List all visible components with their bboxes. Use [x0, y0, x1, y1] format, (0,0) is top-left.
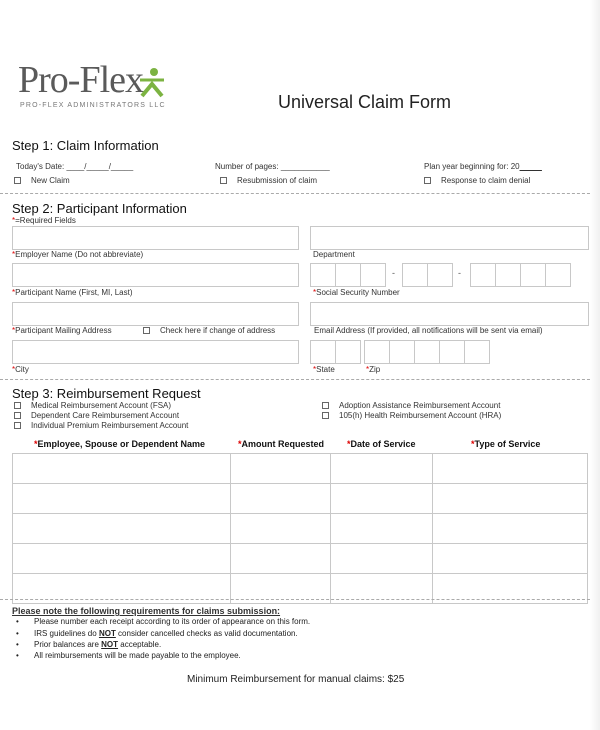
step3-heading: Step 3: Reimbursement Request [12, 386, 201, 401]
zip-digit-box[interactable] [390, 340, 415, 364]
table-cell[interactable] [331, 484, 433, 514]
ssn-part2-input[interactable] [402, 263, 453, 287]
zip-digit-box[interactable] [415, 340, 440, 364]
participant-name-text: Participant Name (First, MI, Last) [15, 288, 133, 297]
section-divider [0, 193, 600, 194]
required-asterisk: * [313, 365, 317, 374]
table-cell[interactable] [230, 454, 331, 484]
table-cell[interactable] [13, 544, 231, 574]
requirement-text: Prior balances are [34, 640, 102, 649]
table-cell[interactable] [433, 454, 588, 484]
column-header-date [347, 439, 416, 449]
resubmission-option[interactable] [220, 176, 317, 185]
required-fields-note [12, 216, 76, 225]
city-label [12, 365, 29, 374]
premium-label: Individual Premium Reimbursement Account [31, 421, 189, 430]
required-asterisk: * [12, 365, 16, 374]
number-of-pages-field[interactable]: Number of pages: ___________ [215, 162, 330, 171]
fsa-label: Medical Reimbursement Account (FSA) [31, 401, 172, 410]
required-asterisk: * [12, 288, 16, 297]
claim-denial-option[interactable] [424, 176, 530, 185]
step1-heading: Step 1: Claim Information [12, 138, 159, 153]
fsa-option[interactable] [14, 401, 171, 410]
required-asterisk: * [313, 288, 317, 297]
column-header-date-text: Date of Service [350, 439, 416, 449]
ssn-digit-box[interactable] [361, 263, 386, 287]
premium-option[interactable] [14, 421, 188, 430]
zip-digit-box[interactable] [440, 340, 465, 364]
zip-label [366, 365, 380, 374]
form-title: Universal Claim Form [278, 92, 452, 112]
column-header-type-text: Type of Service [474, 439, 541, 449]
column-header-type [471, 439, 540, 449]
dependent-care-checkbox[interactable] [14, 412, 21, 419]
ssn-digit-box[interactable] [336, 263, 361, 287]
state-char-box[interactable] [310, 340, 336, 364]
ssn-separator: - [458, 268, 461, 278]
column-header-name [34, 439, 205, 449]
state-text: State [316, 365, 335, 374]
zip-digit-box[interactable] [465, 340, 490, 364]
ssn-digit-box[interactable] [496, 263, 521, 287]
city-input[interactable] [12, 340, 299, 364]
plan-year-blank: _____ [519, 162, 542, 171]
hra-label: 105(h) Health Reimbursement Account (HRA) [339, 411, 502, 420]
hra-checkbox[interactable] [322, 412, 329, 419]
requirement-emphasis: NOT [101, 640, 119, 649]
state-char-box[interactable] [336, 340, 361, 364]
table-row [13, 484, 588, 514]
ssn-digit-box[interactable] [428, 263, 453, 287]
requirement-item [34, 629, 298, 638]
ssn-text: Social Security Number [316, 288, 400, 297]
city-text: City [15, 365, 29, 374]
table-cell[interactable] [230, 544, 331, 574]
ssn-digit-box[interactable] [546, 263, 571, 287]
ssn-separator: - [392, 268, 395, 278]
minimum-reimbursement-note: Minimum Reimbursement for manual claims: $25 [187, 674, 405, 685]
requirement-text: IRS guidelines do [34, 629, 99, 638]
premium-checkbox[interactable] [14, 422, 21, 429]
plan-year-label: Plan year beginning for: 20 [424, 162, 520, 171]
ssn-digit-box[interactable] [310, 263, 336, 287]
department-label: Department [313, 250, 355, 259]
department-input[interactable] [310, 226, 589, 250]
table-cell[interactable] [13, 484, 231, 514]
ssn-digit-box[interactable] [470, 263, 496, 287]
ssn-digit-box[interactable] [402, 263, 428, 287]
table-cell[interactable] [433, 514, 588, 544]
requirement-item [34, 640, 161, 649]
table-cell[interactable] [433, 484, 588, 514]
required-asterisk: * [12, 216, 16, 225]
table-row [13, 544, 588, 574]
new-claim-label: New Claim [31, 176, 70, 185]
state-input[interactable] [310, 340, 361, 364]
column-header-name-text: Employee, Spouse or Dependent Name [37, 439, 206, 449]
requirement-text: acceptable. [118, 640, 162, 649]
participant-name-label [12, 288, 132, 297]
change-address-label: Check here if change of address [160, 326, 276, 335]
adoption-label: Adoption Assistance Reimbursement Account [339, 401, 501, 410]
required-asterisk: * [12, 326, 16, 335]
employer-name-label [12, 250, 143, 259]
logo-wordmark: Pro-Flex [18, 59, 143, 101]
new-claim-checkbox[interactable] [14, 177, 21, 184]
hra-option[interactable] [322, 411, 501, 420]
required-fields-label: =Required Fields [15, 216, 76, 225]
mailing-address-text: Participant Mailing Address [15, 326, 112, 335]
email-input[interactable] [310, 302, 589, 326]
employer-name-input[interactable] [12, 226, 299, 250]
required-asterisk: * [366, 365, 370, 374]
required-asterisk: * [347, 439, 351, 449]
adoption-option[interactable] [322, 401, 500, 410]
section-divider [0, 599, 600, 600]
table-row [13, 514, 588, 544]
zip-text: Zip [369, 365, 381, 374]
table-cell[interactable] [230, 514, 331, 544]
ssn-label [313, 288, 400, 297]
requirement-item: • All reimbursements will be made payable to the employee. [34, 651, 241, 660]
new-claim-option[interactable] [14, 176, 70, 185]
required-asterisk: * [12, 250, 16, 259]
table-cell[interactable] [230, 484, 331, 514]
employer-name-text: Employer Name (Do not abbreviate) [15, 250, 144, 259]
zip-input[interactable] [364, 340, 490, 364]
state-label [313, 365, 335, 374]
table-cell[interactable] [331, 544, 433, 574]
required-asterisk: * [34, 439, 38, 449]
email-label: Email Address (If provided, all notifications will be sent via email) [314, 326, 543, 335]
table-cell[interactable] [13, 454, 231, 484]
column-header-amount [238, 439, 324, 449]
ssn-part1-input[interactable] [310, 263, 386, 287]
ssn-part3-input[interactable] [470, 263, 571, 287]
table-cell[interactable] [433, 544, 588, 574]
change-address-checkbox[interactable] [143, 327, 150, 334]
dependent-care-label: Dependent Care Reimbursement Account [31, 411, 180, 420]
resubmission-checkbox[interactable] [220, 177, 227, 184]
requirement-text: consider cancelled checks as valid documentation. [115, 629, 298, 638]
plan-year-field[interactable] [424, 162, 542, 171]
step2-heading: Step 2: Participant Information [12, 201, 187, 216]
logo-subtitle: PRO-FLEX ADMINISTRATORS LLC [20, 102, 166, 109]
logo-figure-icon [138, 66, 164, 102]
claim-denial-label: Response to claim denial [441, 176, 531, 185]
requirements-heading: Please note the following requirements for claims submission: [12, 606, 281, 616]
requirement-item: • Please number each receipt according to its order of appearance on this form. [34, 617, 310, 626]
fsa-checkbox[interactable] [14, 402, 21, 409]
required-asterisk: * [471, 439, 475, 449]
required-asterisk: * [238, 439, 242, 449]
dependent-care-option[interactable] [14, 411, 179, 420]
table-cell[interactable] [331, 514, 433, 544]
mailing-address-input[interactable] [12, 302, 299, 326]
claim-denial-checkbox[interactable] [424, 177, 431, 184]
table-cell[interactable] [13, 514, 231, 544]
mailing-address-label [12, 326, 112, 335]
participant-name-input[interactable] [12, 263, 299, 287]
section-divider [0, 379, 600, 380]
table-cell[interactable] [331, 454, 433, 484]
page-edge-shadow [590, 0, 600, 730]
table-row [13, 454, 588, 484]
change-address-option[interactable] [143, 326, 275, 335]
resubmission-label: Resubmission of claim [237, 176, 318, 185]
adoption-checkbox[interactable] [322, 402, 329, 409]
todays-date-field[interactable]: Today's Date: ____/_____/_____ [16, 162, 134, 171]
column-header-amount-text: Amount Requested [241, 439, 325, 449]
reimbursement-table [12, 453, 588, 604]
ssn-digit-box[interactable] [521, 263, 546, 287]
zip-digit-box[interactable] [364, 340, 390, 364]
requirement-emphasis: NOT [98, 629, 116, 638]
